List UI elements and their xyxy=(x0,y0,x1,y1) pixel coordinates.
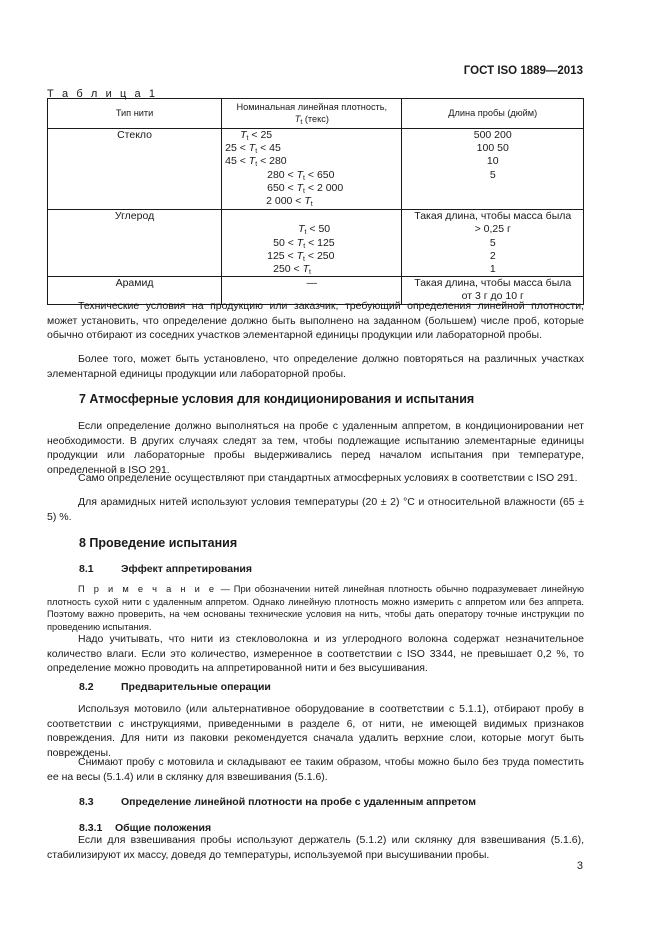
cell-length-aramid: Такая длина, чтобы масса была от 3 г до 10 г xyxy=(402,277,584,304)
section-8-1-heading: 8.1 Эффект аппретирования xyxy=(79,563,253,575)
table-caption: Т а б л и ц а 1 xyxy=(47,88,158,100)
page-number: 3 xyxy=(576,860,583,872)
density-table xyxy=(47,98,584,305)
paragraph: Технические условия на продукцию или заказчик, требующий определения линейной плотности, может установить, что определение должно быть выполнено на заданном (большем) числе проб, которые обычно отбирают из соседних участков элементарной единицы продукции или лабораторной пробы. xyxy=(47,300,584,342)
section-8-2-heading: 8.2 Предварительные операции xyxy=(79,681,271,693)
paragraph: Более того, может быть установлено, что определение должно повторяться на различных участках элементарной единицы продукции или лабораторной пробы. xyxy=(47,353,584,380)
note: П р и м е ч а н и е — При обозначении нитей линейная плотность обычно подразумевает линейную плотность сухой нити с удаленным аппретом. Однако линейную плотность можно измерить с аппретом или без аппрета. Поэтому важно проверить, на чем основаны технические условия на нить, чтобы дать оператору точные инструкции по проведению испытания. xyxy=(47,584,584,632)
section-7-heading: 7 Атмосферные условия для кондиционирования и испытания xyxy=(79,392,475,406)
cell-length-glass: 500 200 100 50 10 5 xyxy=(402,129,584,210)
cell-type-aramid: Арамид xyxy=(48,277,222,304)
table-header-row xyxy=(48,99,584,129)
cell-density-carbon: $T_t < 50$ $50 < T_t < 125$ $125 < T_t < 250$ $250 < T_t$ xyxy=(222,210,402,277)
table-row xyxy=(48,129,584,210)
cell-density-aramid: — xyxy=(222,277,402,304)
cell-length-carbon: Такая длина, чтобы масса была > 0,25 г 5 2 1 xyxy=(402,210,584,277)
section-8-heading: 8 Проведение испытания xyxy=(79,536,238,550)
section-8-3-1-heading: 8.3.1 Общие положения xyxy=(79,822,212,834)
section-8-3-heading: 8.3 Определение линейной плотности на пробе с удаленным аппретом xyxy=(79,796,476,808)
cell-type-glass: Стекло xyxy=(48,129,222,210)
col-header-density: Номинальная линейная плотность, $T_t$ (текс) xyxy=(222,99,402,129)
paragraph: Надо учитывать, что нити из стекловолокна и из углеродного волокна содержат незначительное количество влаги. Если это количество, измеренное в соответствии с ISO 3344, не превышает 0,2 %, то определение можно проводить на аппретированной нити и без высушивания. xyxy=(47,633,584,675)
col-header-type: Тип нити xyxy=(48,99,222,129)
cell-density-glass: $T_t < 25$ $25 < T_t < 45$ $45 < T_t < 280$ $280 < T_t < 650$ $650 < T_t < 2$ 000 2 $000 < T_t$ xyxy=(222,129,402,210)
standard-header: ГОСТ ISO 1889—2013 xyxy=(463,65,583,77)
cell-type-carbon: Углерод xyxy=(48,210,222,277)
col-header-length: Длина пробы (дюйм) xyxy=(402,99,584,129)
paragraph: Для арамидных нитей используют условия температуры (20 ± 2) °С и относительной влажности (65 ± 5) %. xyxy=(47,496,584,523)
paragraph: Используя мотовило (или альтернативное оборудование в соответствии с 5.1.1), отбирают пробу в соответствии с инструкциями, приведенными в разделе 6, от нити, не имеющей видимых признаков повреждения. Для нити из паковки рекомендуется сначала удалить верхние слои, которые могут быть повреждены. xyxy=(47,703,584,759)
table-row xyxy=(48,210,584,277)
paragraph: Если для взвешивания пробы используют держатель (5.1.2) или склянку для взвешивания (5.1.6), стабилизируют их массу, доведя до температуры, используемой при высушивании пробы. xyxy=(47,834,584,861)
paragraph: Снимают пробу с мотовила и складывают ее таким образом, чтобы можно было без труда поместить ее на весы (5.1.4) или в склянку для взвешивания (5.1.6). xyxy=(47,756,584,783)
paragraph: Если определение должно выполняться на пробе с удаленным аппретом, в кондиционировании нет необходимости. В других случаях следят за тем, чтобы подлежащие испытанию элементарные единицы продукции или лабораторные пробы выдерживались перед началом испытания при температуре, определенной в ISO 291. xyxy=(47,420,584,476)
paragraph: Само определение осуществляют при стандартных атмосферных условиях в соответствии с ISO 291. xyxy=(78,472,578,484)
